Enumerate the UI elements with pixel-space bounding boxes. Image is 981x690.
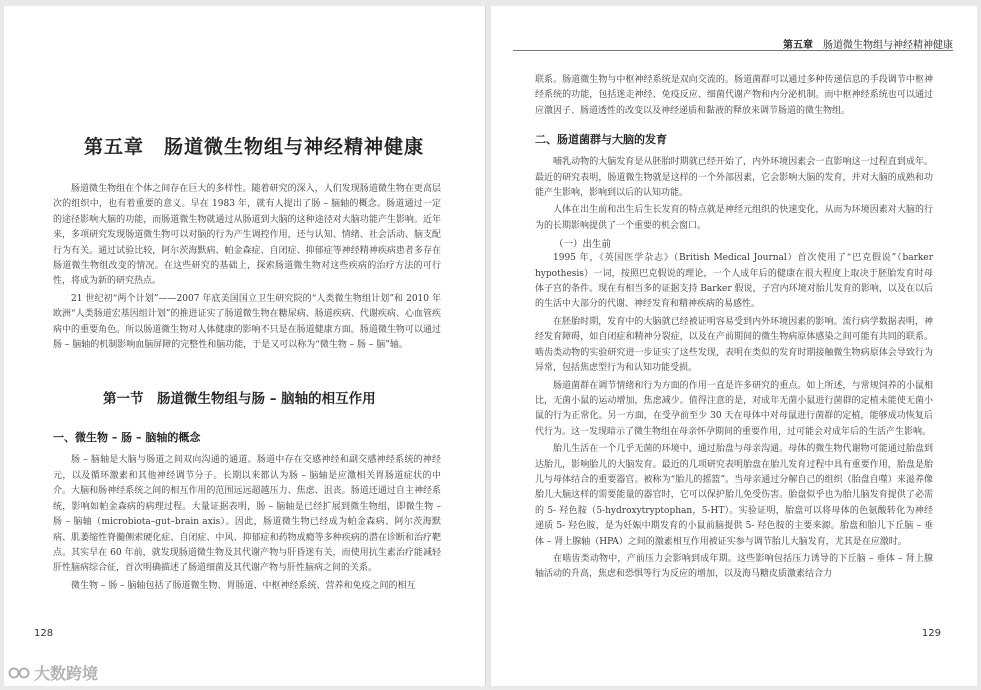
left-page-body: [53, 182, 441, 596]
intro-paragraph: 肠道微生物组在个体之间存在巨大的多样性。随着研究的深入，人们发现肠道微生物在更高层次的组织中，也有着重要的意义。早在 1983 年，就有人提出了肠 – 脑轴的概念。肠道通过一定的途径影响大脑的功能，而肠道微生物就通过从肠道到大脑的这种途径对大脑功能产生影响。近年来，多项研究发现肠道微生物可以对脑的行为产生调控作用，还与认知、情绪、社会活动、脑支配行为有关。通过试验比较，阿尔茨海默病、帕金森症、自闭症、抑郁症等神经精神疾病患者多存在肠道微生物组改变的情况。在这些研究的基础上，探索肠道微生物对这些疾病的治疗方法的可行性，将成为新的研究热点。: [53, 184, 441, 287]
intro-paragraph: 21 世纪初“两个计划”——2007 年底美国国立卫生研究院的“人类微生物组计划”和 2010 年欧洲“人类肠道宏基因组计划”的推进证实了肠道微生物在糖尿病、肠道疾病、代谢疾病、心血管疾病中的重要角色。所以肠道微生物对人体健康的影响不只是在肠道健康方面。肠道微生物可以通过肠 – 脑轴的机制影响血脑屏障的完整性和脑功能，于是又可以称为“微生物 – 肠 – 脑”轴。: [53, 293, 441, 351]
running-head-chapter: 第五章: [783, 40, 813, 51]
left-page: [4, 6, 486, 686]
chapter-title: 第五章 肠道微生物组与神经精神健康: [84, 136, 425, 158]
watermark-text: 大数跨境: [34, 664, 99, 683]
page-number: 128: [34, 628, 54, 639]
subsubsection-title: （一）出生前: [554, 239, 612, 251]
body-paragraph: 微生物 – 肠 – 脑轴包括了肠道微生物、胃肠道、中枢神经系统、营养和免疫之间的相互: [71, 580, 416, 591]
body-paragraph: 在啮齿类动物中，产前压力会影响到成年期。这些影响包括压力诱导的下丘脑 – 垂体 – 肾上腺轴活动的升高，焦虑和恐惧等行为反应的增加，以及海马糖皮质激素结合力: [535, 553, 933, 580]
right-page-body: [535, 73, 933, 585]
watermark-logo-icon: [8, 665, 30, 681]
section-title: 第一节 肠道微生物组与肠 – 脑轴的相互作用: [103, 391, 376, 408]
body-paragraph: 胎儿生活在一个几乎无菌的环境中，通过胎盘与母亲沟通。母体的微生物代谢物可能通过胎盘到达胎儿，影响胎儿的大脑发育。最近的几项研究表明胎盘在胎儿发育过程中具有重要作用，胎盘是胎儿与母体结合的重要器官。被称为“胎儿的摇篮”。当母亲通过分解自己的组织（胎盘自噬）来滋养像胎儿大脑这样的需要能量的器官时，它可以保护胎儿免受伤害。胎盘似乎也为胎儿脑发育提供了必需的 5- 羟色胺（5-hydroxytryptophan，5-HT）。实验证明，胎盘可以将母体的色氨酸转化为神经递质 5- 羟色胺，是为妊娠中期发育的小鼠前脑提供 5- 羟色胺的主要来源。胎盘和胎儿下丘脑 – 垂体 – 肾上腺轴（HPA）之间的激素相互作用被证实参与调节胎儿大脑发育，尤其是在应激时。: [535, 444, 933, 547]
page-number: 129: [921, 628, 941, 639]
right-page: [491, 6, 977, 686]
body-paragraph: 1995 年，《英国医学杂志》（British Medical Journal）首次使用了“巴克假说”（barker hypothesis）一词，按照巴克假说的理论，一个人成年后的健康在很大程度上取决于胚胎发育时母体子宫的条件。现在有相当多的证据支持 Barker 假说，子宫内环境对胎儿发育的影响，以及在以后的生活中大部分的代谢、神经发育和精神疾病的易感性。: [535, 253, 933, 310]
body-paragraph: 肠道菌群在调节情绪和行为方面的作用一直是许多研究的重点。如上所述，与常规饲养的小鼠相比，无菌小鼠的运动增加，焦虑减少。值得注意的是，对成年无菌小鼠进行菌群的定植未能使无菌小鼠的行为正常化。另一方面，在受孕前至少 30 天在母体中对母鼠进行菌群的定植，能够成功恢复后代行为。这一发现暗示了微生物组在母亲怀孕期间的重要作用，过可能会对成年后的生活产生影响。: [535, 380, 933, 437]
body-paragraph: 在胚胎时期，发育中的大脑就已经被证明容易受到内外环境因素的影响。流行病学数据表明，神经发育障碍，如自闭症和精神分裂症，以及在产前期间的微生物病原体感染之间可能有共同的联系。啮齿类动物的实验研究进一步证实了这些发现，表明在类似的发育时期接触微生物病原体会导致行为异常，包括焦虑型行为和认知功能受损。: [535, 316, 933, 374]
body-paragraph: 肠 – 脑轴是大脑与肠道之间双向沟通的通道。肠道中存在交感神经和副交感神经系统的神经元，以及循环激素和其他神经调节分子。长期以来都认为肠 – 脑轴是应激相关胃肠道症状的中介。大脑和肠神经系统之间的相互作用的范围远远超越压力、焦虑、沮丧。肠道还通过自主神经系统，影响如帕金森病的病理过程。大量证据表明，肠 – 脑轴是已经扩展到微生物组，即微生物 – 肠 – 脑轴（microbiota–gut–brain axis）。因此，肠道微生物已经成为帕金森病、阿尔茨海默病、肌萎缩性脊髓侧索硬化症、自闭症、中风、抑郁症和药物成瘾等多种疾病的潜在诊断和治疗靶点。其实早在 60 年前，就发现肠道微生物及其代谢产物与肝昏迷有关，而使用抗生素治疗能减轻肝性脑病综合征，首次明确描述了肠道细菌及其代谢产物与肝性脑病之间的关系。: [53, 455, 441, 574]
subsection-title: 一、微生物 – 肠 – 脑轴的概念: [53, 431, 201, 445]
body-paragraph: 联系。肠道微生物与中枢神经系统是双向交流的。肠道菌群可以通过多种传递信息的手段调节中枢神经系统的功能，包括迷走神经、免疫反应、细菌代谢产物和内分泌机制。而中枢神经系统也可以通过应激因子、肠道透性的改变以及神经递质和黏液的释放来调节肠道的微生物组。: [535, 75, 933, 116]
running-head-title: 肠道微生物组与神经精神健康: [823, 40, 953, 51]
body-paragraph: 哺乳动物的大脑发育是从胚胎时期就已经开始了，内外环境因素会一直影响这一过程直到成年。最近的研究表明，肠道微生物就是这样的一个外部因素，它会影响大脑的发育，并对大脑的成熟和功能产生影响，影响到以后的认知功能。: [535, 157, 933, 199]
watermark: [8, 661, 98, 684]
running-head: [513, 36, 953, 51]
body-paragraph: 人体在出生前和出生后生长发育的特点就是神经元组织的快速变化，从而为环境因素对大脑的行为的长期影响提供了一个重要的机会窗口。: [535, 205, 933, 231]
subsection-title: 二、肠道菌群与大脑的发育: [535, 133, 667, 147]
